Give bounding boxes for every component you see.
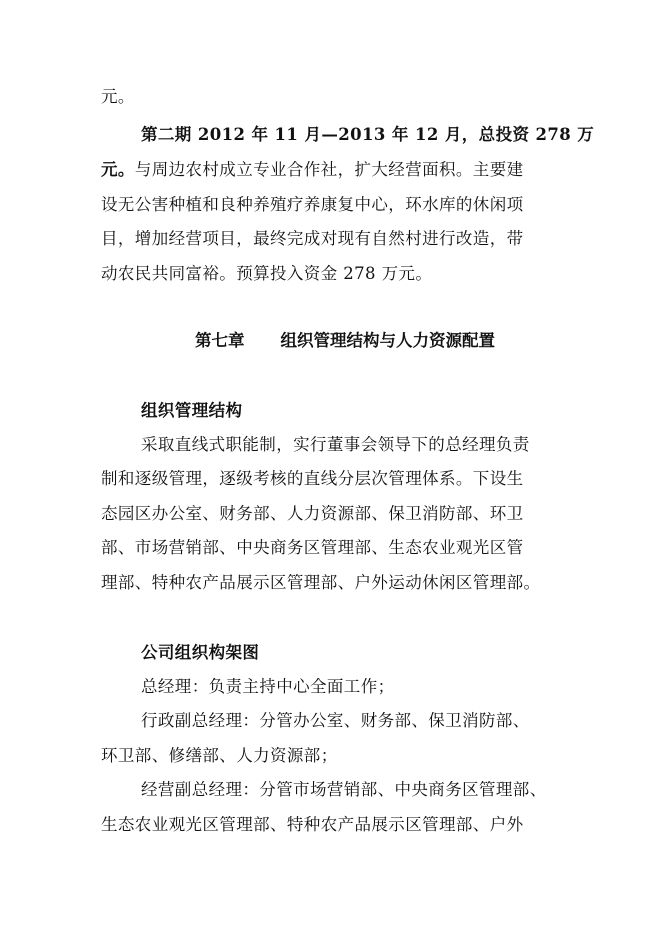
paragraph-tail: 元。 (101, 87, 135, 106)
chapter-number: 第七章 (195, 331, 245, 350)
phase2-line-5: 动农民共同富裕。预算投入资金 278 万元。 (101, 264, 433, 283)
phase2-line-4: 目，增加经营项目，最终完成对现有自然村进行改造，带 (101, 229, 524, 248)
org-chart-line-4: 经营副总经理：分管市场营销部、中央商务区管理部、 (141, 780, 547, 799)
phase2-bold-end: 元。 (101, 160, 135, 179)
phase2-bold-text: 第二期 2012 年 11 月—2013 年 12 月，总投资 278 万 (141, 125, 595, 144)
chapter-heading (195, 330, 495, 352)
phase2-line-3: 设无公害种植和良种养殖疗养康复中心，环水库的休闲项 (101, 195, 524, 214)
section-title-org-structure: 组织管理结构 (141, 401, 243, 420)
org-chart-line-1: 总经理：负责主持中心全面工作； (141, 677, 395, 696)
org-structure-line-3: 态园区办公室、财务部、人力资源部、保卫消防部、环卫 (101, 504, 524, 523)
org-chart-line-5: 生态农业观光区管理部、特种农产品展示区管理部、户外 (101, 815, 524, 834)
phase2-line-2 (101, 159, 524, 181)
org-structure-line-2: 制和逐级管理，逐级考核的直线分层次管理体系。下设生 (101, 469, 524, 488)
chapter-title: 组织管理结构与人力资源配置 (280, 331, 495, 350)
org-structure-line-1: 采取直线式职能制，实行董事会领导下的总经理负责 (141, 435, 530, 454)
org-chart-line-2: 行政副总经理：分管办公室、财务部、保卫消防部、 (141, 711, 530, 730)
org-chart-line-3: 环卫部、修缮部、人力资源部； (101, 746, 338, 765)
org-structure-line-4: 部、市场营销部、中央商务区管理部、生态农业观光区管 (101, 538, 524, 557)
phase2-text: 与周边农村成立专业合作社，扩大经营面积。主要建 (134, 160, 524, 179)
org-structure-line-5: 理部、特种农产品展示区管理部、户外运动休闲区管理部。 (101, 573, 541, 592)
section-title-org-chart: 公司组织构架图 (141, 643, 260, 662)
phase2-heading-line (141, 124, 594, 146)
